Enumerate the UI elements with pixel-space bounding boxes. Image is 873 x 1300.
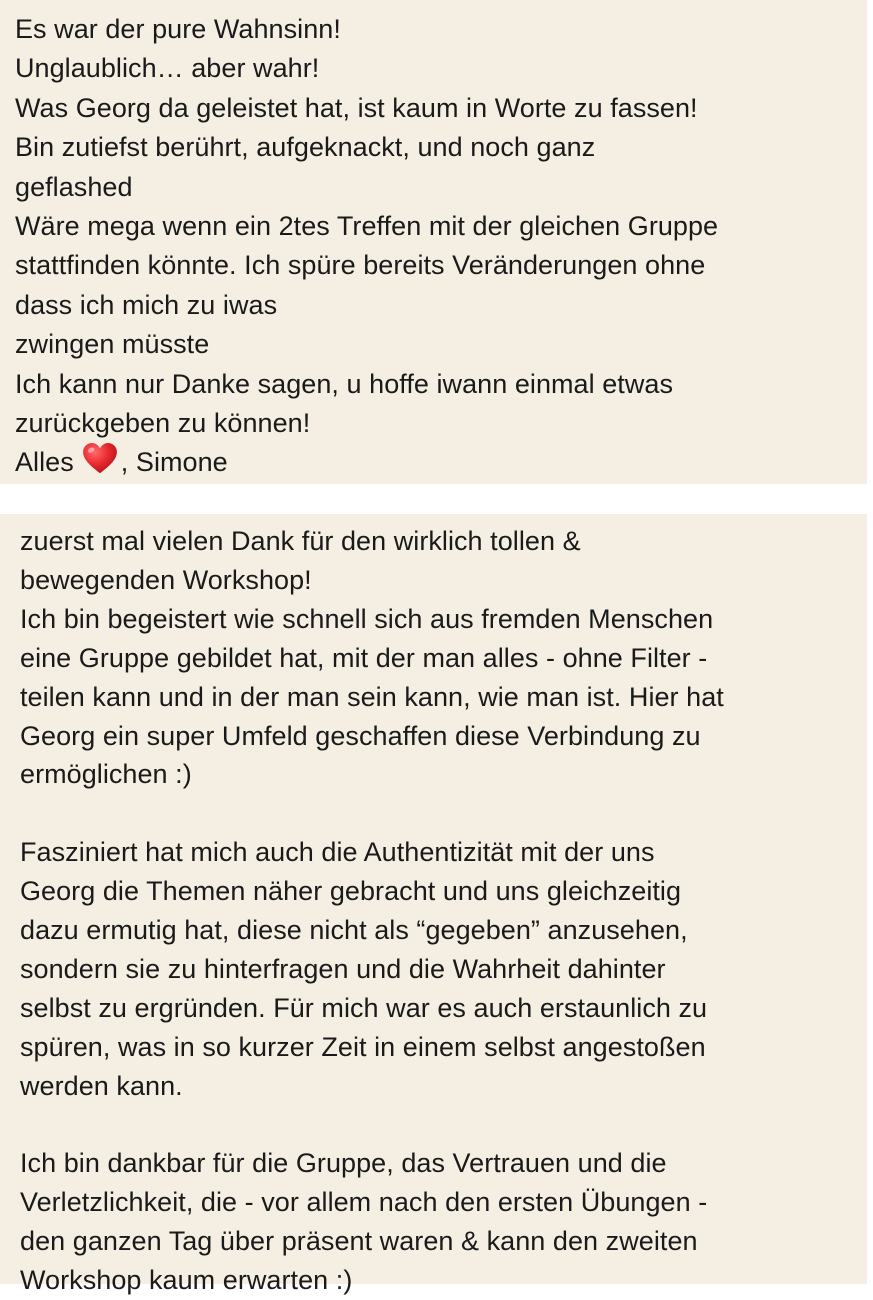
message-line: zuerst mal vielen Dank für den wirklich tollen & xyxy=(20,526,581,556)
heart-icon xyxy=(80,443,120,475)
message-line: Was Georg da geleistet hat, ist kaum in Worte zu fassen! xyxy=(15,92,698,123)
paragraph-spacer xyxy=(20,1106,851,1145)
message-line: Wäre mega wenn ein 2tes Treffen mit der gleichen Gruppe xyxy=(15,211,719,242)
message-card-workshop-feedback xyxy=(0,514,867,1296)
signoff-suffix: , Simone xyxy=(120,447,228,478)
message-line: geflashed xyxy=(15,171,133,202)
message-line: Georg ein super Umfeld geschaffen diese Verbindung zu xyxy=(20,720,701,751)
paragraph xyxy=(20,522,851,794)
message-line: Georg die Themen näher gebracht und uns gleichzeitig xyxy=(20,876,682,907)
message-line: Ich bin begeistert wie schnell sich aus fremden Menschen xyxy=(20,603,714,634)
message-line: werden kann. xyxy=(20,1070,183,1101)
message-line: sondern sie zu hinterfragen und die Wahrheit dahinter xyxy=(20,953,666,984)
message-card-simone xyxy=(0,0,867,484)
signoff-prefix: Alles xyxy=(15,447,74,478)
paragraph xyxy=(20,1144,851,1300)
message-line: dass ich mich zu iwas xyxy=(15,289,278,320)
message-line: spüren, was in so kurzer Zeit in einem selbst angestoßen xyxy=(20,1031,706,1062)
message-line: den ganzen Tag über präsent waren & kann den zweiten xyxy=(20,1226,698,1257)
message-line: eine Gruppe gebildet hat, mit der man alles - ohne Filter - xyxy=(20,642,708,673)
message-line: Ich kann nur Danke sagen, u hoffe iwann einmal etwas xyxy=(15,368,674,399)
message-line: Es war der pure Wahnsinn! xyxy=(15,14,341,44)
message-line: selbst zu ergründen. Für mich war es auch erstaunlich zu xyxy=(20,992,708,1023)
paragraph xyxy=(20,833,851,1105)
message-line: zurückgeben zu können! xyxy=(15,408,311,439)
message-line: Bin zutiefst berührt, aufgeknackt, und noch ganz xyxy=(15,132,596,163)
message-line: Workshop kaum erwarten :) xyxy=(20,1265,353,1296)
message-line: zwingen müsste xyxy=(15,329,210,360)
message-line: ermöglichen :) xyxy=(20,759,192,790)
message-line: Ich bin dankbar für die Gruppe, das Vertrauen und die xyxy=(20,1148,667,1179)
message-line: dazu ermutig hat, diese nicht als “gegeben” anzusehen, xyxy=(20,915,688,946)
message-line: bewegenden Workshop! xyxy=(20,564,312,595)
message-line: Unglaublich… aber wahr! xyxy=(15,53,320,84)
message-line: Fasziniert hat mich auch die Authentizität mit der uns xyxy=(20,837,655,868)
paragraph-spacer xyxy=(20,794,851,833)
message-line: stattfinden könnte. Ich spüre bereits Veränderungen ohne xyxy=(15,250,706,281)
signoff-line xyxy=(15,443,851,482)
message-line: Verletzlichkeit, die - vor allem nach den ersten Übungen - xyxy=(20,1187,708,1218)
message-line: teilen kann und in der man sein kann, wie man ist. Hier hat xyxy=(20,681,724,712)
